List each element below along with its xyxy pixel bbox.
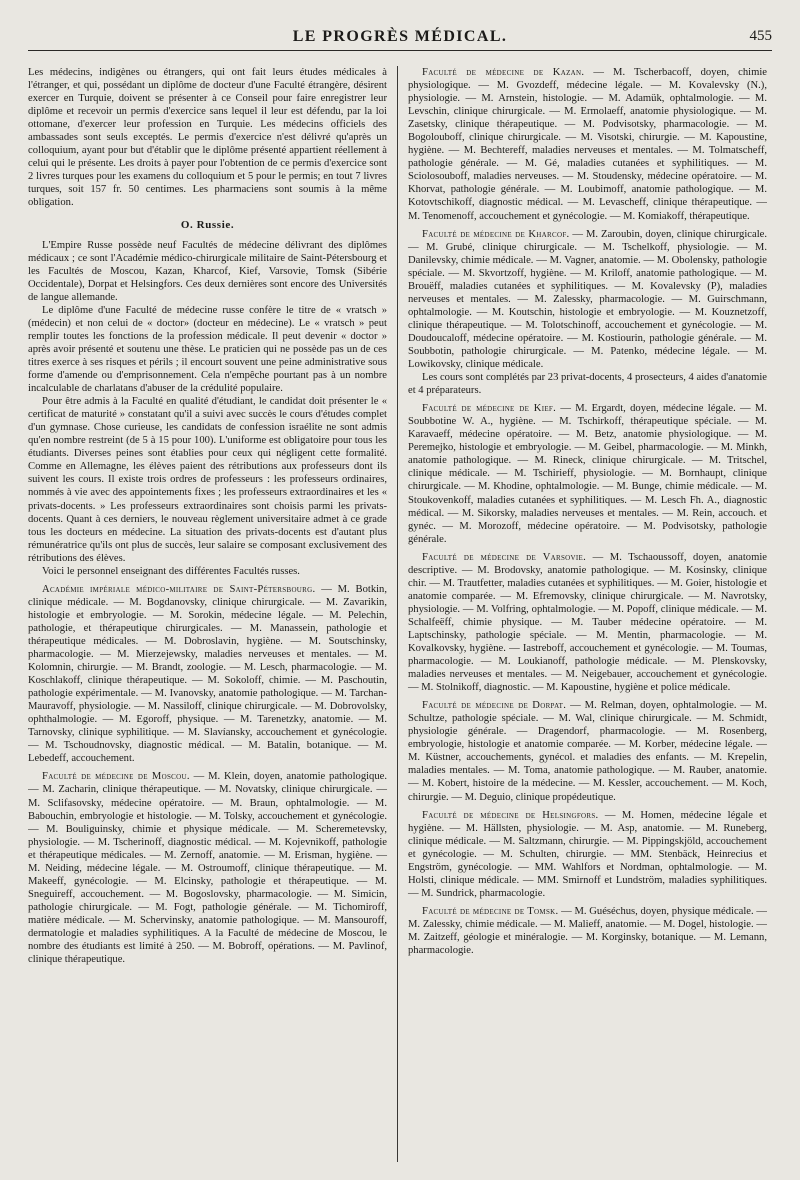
faculty-helsingfors [408,809,767,900]
faculty-staff: — M. Tschaoussoff, doyen, anatomie descriptive. — M. Brodovsky, anatomie pathologique. — M. Kosinsky, clinique chir. — M. Trautfetter, maladies cutanées et syphilitiques. — M. Goier, histologie et anatomie comparée. — M. Efremovsky, clinique chirurgicale. — M. Navrotsky, physiologie. — M. Volfring, ophtalmologie. — M. Popoff, clinique médicale. — M. Schalfeëff, chimie physique. — M. Tauber médecine opératoire. — M. Laptschinsky, pathologie spéciale. — M. Mentin, pharmacologie. — M. Kovalkovsky, hygiène. — Iastreboff, accouchement et gynécologie. — M. Toumas, pharmacologie. — M. Loukianoff, pathologie médicale. — M. Plenskovsky, maladies nerveuses et mentales. — M. Neigebauer, accouchement et gynécologie. — M. Stolnikoff, diagnostic. — M. Kapoustine, hygiène et police médicale. [408,551,767,694]
faculty-kharcof [408,228,767,372]
page-number: 455 [749,28,772,44]
page-header [28,22,772,52]
turkey-paragraph: Les médecins, indigènes ou étrangers, qui ont fait leurs études médicales à l'étranger, et qui, possédant un diplôme de docteur d'une Faculté étrangère, désirent exercer en Turquie, doivent se présenter à ce Conseil pour faire enregistrer leur diplôme et recevoir un permis d'exercice sans lequel il leur est défendu, par la loi ottomane, d'exercer leur profession en Turquie. Les médecins officiels des ambassades sont seuls exceptés. Le permis d'exercice n'est délivré qu'après un colloquium, ayant pour but d'établir que le diplôme présenté appartient réellement à celui qui le présente. Les droits à payer pour l'obtention de ce permis d'exercice sont 2 livres turques pour les examens du colloquium et 5 pour le permis; en tout 7 livres turques, soit 157 fr. 50 centimes. Les pharmaciens sont soumis à la même obligation. [28,67,387,209]
faculty-staff: — M. Ergardt, doyen, médecine légale. — M. Soubbotine W. A., hygiène. — M. Tschirkoff, thérapeutique spéciale. — M. Karavaeff, médecine opératoire. — M. Betz, anatomie physiologique. — M. Peremejko, histologie et embryologie. — M. Geibel, pharmacologie. — M. Minkh, anatomie pathologique. — M. Rineck, clinique chirurgicale. — M. Tritschel, clinique médicale. — M. Tschirieff, physiologie. — M. Bornhaupt, clinique chirurgicale. — M. Khodine, ophtalmologie. — M. Bunge, chimie médicale. — M. Stoukovenkoff, maladies cutanées et syphilitiques. — M. Lesch Fh. A., diagnostic médical. — M. Sikorsky, maladies nerveuses et mentales. — M. Rein, accouch. et gynéc. — M. Morozoff, médecine opératoire. — M. Podvisotsky, pathologie générale. [408,403,767,545]
faculty-kazan [408,66,767,223]
russia-paragraph-4: Voici le personnel enseignant des différentes Facultés russes. [42,565,300,577]
faculty-staff: — M. Tscherbacoff, doyen, chimie physiologique. — M. Gvozdeff, médecine légale. — M. Kovalevsky (N.), physiologie. — M. Arnstein, histologie. — M. Adamük, ophtalmologie. — M. Levschin, clinique chirurgicale. — M. Ermolaeff, anatomie physiologique. — M. Zasetsky, clinique thérapeutique. — M. Podvisotsky, pharmacologie. — M. Bogolouboff, clinique chirurgicale. — M. Visotski, chirurgie. — M. Kapoustine, hygiène. — M. Bechtereff, maladies nerveuses et mentales. — M. Tolmatscheff, pathologie générale. — M. Gé, maladies cutanées et syphilitiques. — M. Sciolosouboff, maladies nerveuses. — M. Stoudensky, médecine opératoire. — M. Khorvat, pathologie générale. — M. Loubimoff, anatomie pathologique. — M. Kotovtschikoff, diagnostic médical. — M. Levascheff, clinique thérapeutique. — M. Tenomenoff, accouchement et gynécologie. — M. Komiakoff, thérapeutique. [408,67,767,222]
faculty-heading: Faculté de médecine de Varsovie. [422,551,587,563]
faculty-moscow [28,770,387,966]
russia-paragraph-1: L'Empire Russe possède neuf Facultés de médecine délivrant des diplômes médicaux ; ce sont l'Académie médico-chirurgicale militaire de Saint-Pétersbourg et les Facultés de Moscou, Kazan, Kharcof, Kief, Varsovie, Tomsk (Sibérie Occidentale), Dorpat et Helsingfors. Ces deux dernières sont encore des Universités de langue allemande. [28,239,387,303]
faculty-dorpat [408,699,767,803]
faculty-heading: Faculté de médecine de Dorpat. [422,700,567,712]
faculty-staff: — M. Zaroubin, doyen, clinique chirurgicale. — M. Grubé, clinique chirurgicale. — M. Tschelkoff, physiologie. — M. Danilevsky, chimie médicale. — M. Vagner, anatomie. — M. Obolensky, pathologie spéciale. — M. Skvortzoff, hygiène. — M. Kriloff, anatomie pathologique. — M. Brouëff, maladies cutanées et syphilitiques. — M. Kovalevsky (P), maladies nerveuses et mentales. — M. Zalessky, pharmacologie. — M. Guirschmann, ophtalmologie. — M. Koutschin, histologie et embryologie. — M. Kouznetzoff, clinique thérapeutique. — M. Tolotschinoff, accouchement et gynécologie. — M. Doudoucaloff, médecine opératoire. — M. Kostiourin, pathologie générale. — M. Soubbotin, pathologie chirurgicale. — M. Patenko, médecine légale. — M. Lowikovsky, clinique médicale. [408,228,767,371]
column-divider [397,66,398,1162]
faculty-varsovie [408,551,767,695]
two-column-body [28,66,772,1162]
header-rule [28,50,772,51]
faculty-academy [28,583,387,766]
faculty-heading: Faculté de médecine de Helsingfors. [422,809,599,821]
faculty-heading: Faculté de médecine de Kazan. [422,67,585,78]
faculty-staff: — M. Homen, médecine légale et hygiène. — M. Hällsten, physiologie. — M. Asp, anatomie. — M. Runeberg, clinique médicale. — M. Saltzmann, chirurgie. — M. Pippingskjöld, accouchement et gynécologie. — M. Schulten, chirurgie. — MM. Stenbäck, Heinrecius et Engström, gynécologie. — MM. Wahlfors et Nordman, ophtalmologie. — M. Holsti, clinique médicale. — MM. Smirnoff et Lundström, maladies syphilitiques. — M. Sundrick, pharmacologie. [408,809,767,899]
faculty-heading: Faculté de médecine de Kharcof. [422,228,570,240]
russia-paragraph-3: Pour être admis à la Faculté en qualité d'étudiant, le candidat doit présenter le « certificat de maturité » constatant qu'il a suivi avec succès le cours d'études complet d'un gymnase. Chose curieuse, les candidats de confession israélite ne sont admis qu'en nombre restreint (de 5 à 15 pour 100). L'uniforme est obligatoire pour tous les étudiants. Diverses peines sont établies pour ceux qui négligent cette formalité. Comme en Allemagne, les élèves paient des rétributions aux professeurs dont ils suivent les cours. Il existe trois ordres de professeurs : les professeurs ordinaires, nommés à vie avec des appointements fixes ; les professeurs extraordinaires et les « privats-docents. » Les professeurs extraordinaires sont choisis parmi les privats-docents. Quant à ces derniers, le nouveau règlement universitaire admet à ce grade tous les docteurs en médecine. La situation des privats-docents est d'autant plus rémunératrice qu'ils ont plus de succès, leur salaire se composant exclusivement des rétributions des élèves. [28,396,387,564]
faculty-heading: Faculté de médecine de Moscou. [42,771,190,783]
faculty-heading: Faculté de médecine de Tomsk. [422,905,559,917]
faculty-staff: — M. Guéséchus, doyen, physique médicale. — M. Zalessky, chimie médicale. — M. Malieff, anatomie. — M. Dogel, histologie. — M. Zaitzeff, géologie et minéralogie. — M. Korginsky, botanique. — M. Lemann, pharmacologie. [408,905,767,957]
faculty-staff: — M. Botkin, clinique médicale. — M. Bogdanovsky, clinique chirurgicale. — M. Zavarikin, histologie et embryologie. — M. Sorokin, médecine légale. — M. Pelechin, pathologie, et thérapeutique chirurgicales. — M. Manassein, pathologie et thérapeutique médicales. — M. Dobroslavin, hygiène. — M. Soutschinsky, pharmacologie. — M. Mierzejewsky, maladies nerveuses et mentales. — M. Kolomnin, chirurgie. — M. Brandt, zoologie. — M. Lesch, pharmacologie. — M. Koschlakoff, clinique thérapeutique. — M. Sokoloff, chimie. — M. Paschoutin, pathologie expérimentale. — M. Ivanovsky, anatomie pathologique. — M. Tarchan-Mauravoff, physiologie. — M. Nassiloff, clinique chirurgicale. — M. Dobrovolsky, ophthalmologie. — M. Egoroff, physique. — M. Tarenetzky, anatomie. — M. Tarnovsky, clinique syphilitique. — M. Slavíansky, accouchement et gynécologie. — M. Tschoudnovsky, diagnostic médical. — M. Batalin, botanique. — M. Lebedeff, accouchement. [28,583,387,765]
faculty-heading: Faculté de médecine de Kief. [422,403,557,415]
faculty-heading: Académie impériale médico-militaire de Saint-Pétersbourg. [42,583,316,595]
running-title: LE PROGRÈS MÉDICAL. [292,28,508,45]
faculty-staff: — M. Klein, doyen, anatomie pathologique. — M. Zacharin, clinique thérapeutique. — M. Novatsky, clinique chirurgicale. — M. Sclifasovsky, médecine opératoire. — M. Braun, ophtalmologie. — M. Babouchin, embryologie et histologie. — M. Tolsky, accouchement et gynécologie. — M. Bouliguinsky, chimie et physique médicale. — M. Scheremetevsky, physiologie. — M. Tscherinoff, diagnostic médical. — M. Kojevnikoff, pathologie et thérapeutique médicales. — M. Zernoff, anatomie. — M. Erisman, hygiène. — M. Neiding, médecine légale. — M. Ostroumoff, clinique thérapeutique. — M. Makeeff, gynécologie. — M. Elcinsky, pathologie et thérapeutique. — M. Sneguireff, accouchement. — M. Bogoslovsky, pharmacologie. — M. Simicin, pathologie chirurgicale. — M. Fogt, pathologie générale. — M. Tichomiroff, matière médicale. — M. Schervinsky, anatomie pathologique. — M. Mansouroff, dermatologie et maladies syphilitiques. A la Faculté de médecine de Moscou, le nombre des étudiants est limité à 250. — M. Bobroff, opérations. — M. Pavlinof, clinique thérapeutique. [28,771,388,966]
section-title-russia: O. Russie. [180,218,235,231]
russia-paragraph-2: Le diplôme d'une Faculté de médecine russe confère le titre de « vratsch » (médecin) et non celui de « doctor» (docteur en médecine). Le « vratsch » peut remplir toutes les fonctions de la profession médicale. Il peut devenir « doctor » après avoir présenté et soutenu une thèse. Le praticien qui ne possède pas un de ces titres exerce à ses risques et périls ; il encourt souvent une peine administrative sous forme d'amende ou d'emprisonnement. Cela n'empêche pourtant pas à un nombre incalculable de charlatans d'abuser de la crédulité populaire. [28,304,387,395]
right-column [401,66,767,1162]
left-column [28,66,394,1162]
faculty-tomsk [408,905,767,957]
kharcof-note: Les cours sont complétés par 23 privat-docents, 4 prosecteurs, 4 aides d'anatomie et 4 préparateurs. [408,372,767,397]
faculty-kief [408,402,767,546]
faculty-staff: — M. Relman, doyen, ophtalmologie. — M. Schultze, pathologie spéciale. — M. Wal, clinique chirurgicale. — M. Schmidt, physiologie générale. — Dragendorf, pharmacologie. — M. Rosenberg, embryologie, histologie et anatomie comparée. — M. Korber, médecine légale. — M. Küstner, accouchements, gynécol. et maladies des enfants. — M. Krepelin, maladies mentales. — M. Toma, anatomie pathologique. — M. Rauber, anatomie. — M. Kobert, histoire de la médecine. — M. Kessler, accouchement. — M. Koch, chirurgie. — M. Deguio, clinique propédeutique. [408,700,767,803]
